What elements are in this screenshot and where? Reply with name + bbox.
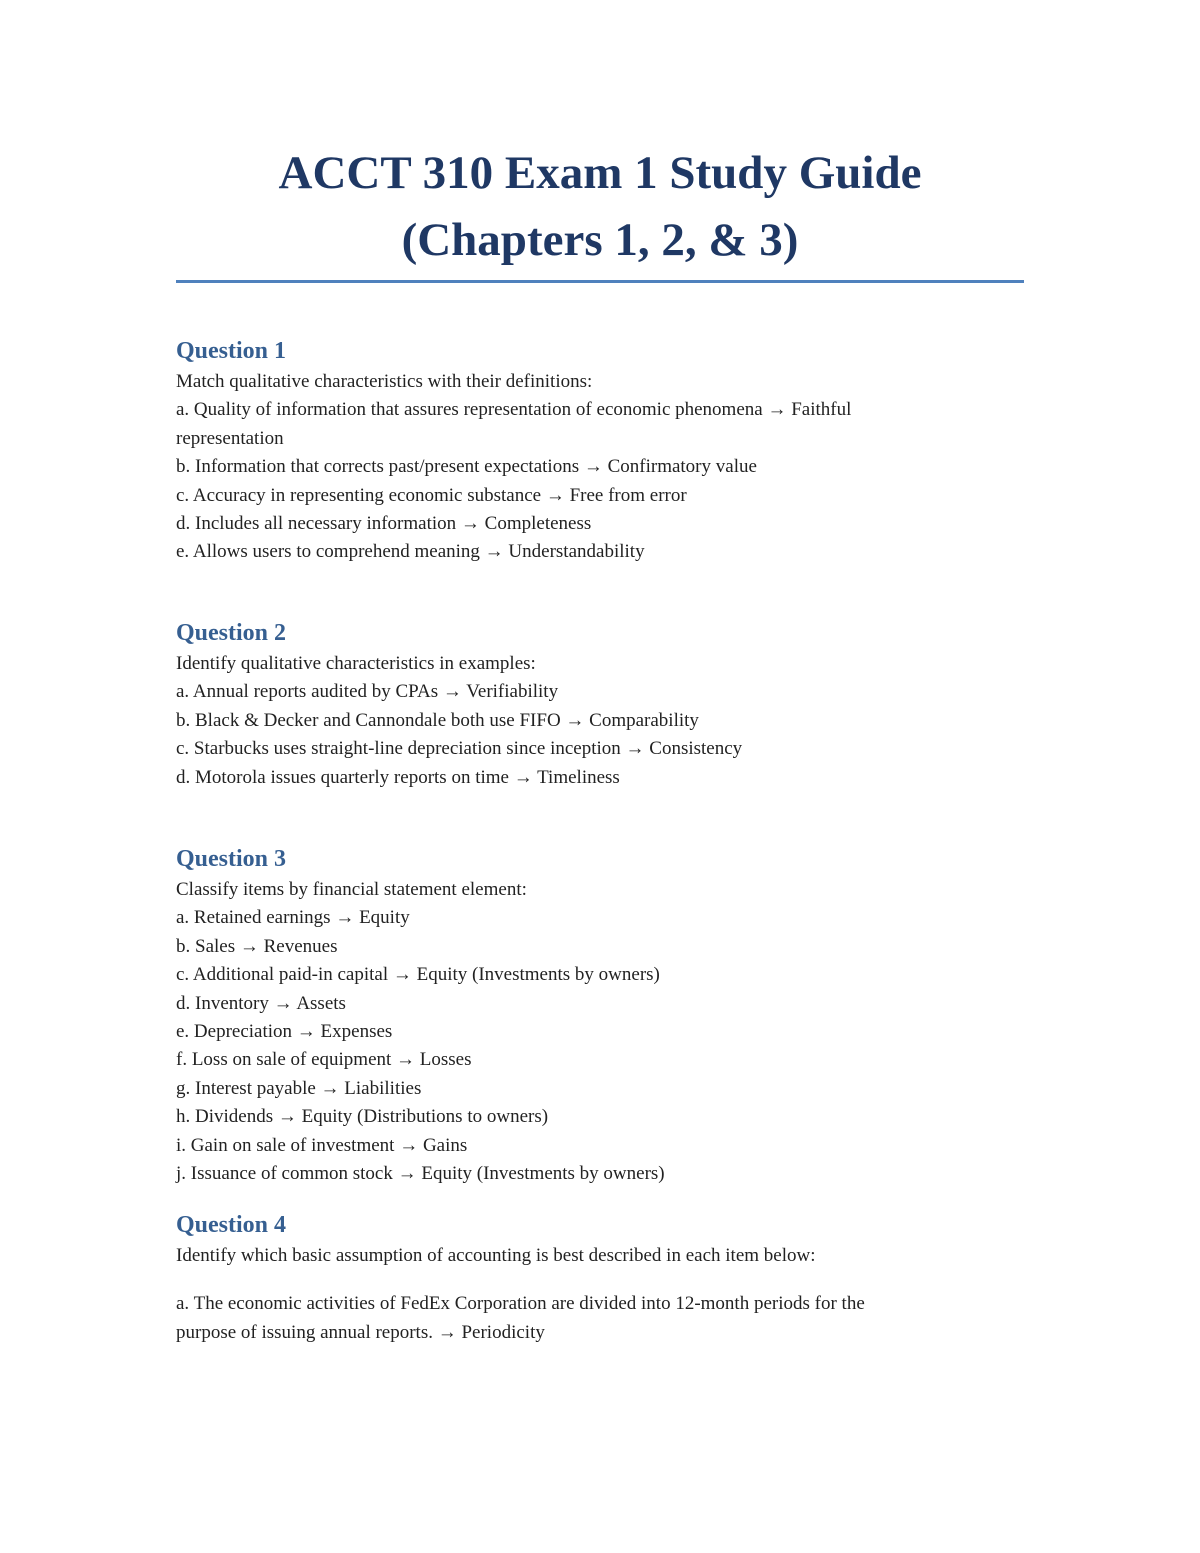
question-3-section	[176, 844, 1024, 1188]
question-2-item: a. Annual reports audited by CPAs → Verifiability	[176, 681, 559, 703]
question-2-item: c. Starbucks uses straight-line depreciation since inception → Consistency	[176, 738, 743, 760]
title-divider	[176, 280, 1024, 283]
title-line-2: (Chapters 1, 2, & 3)	[401, 214, 799, 266]
question-3-item: f. Loss on sale of equipment → Losses	[176, 1049, 472, 1071]
question-1-intro: Match qualitative characteristics with their definitions:	[176, 371, 593, 392]
question-4-item: a. The economic activities of FedEx Corporation are divided into 12-month periods for the	[176, 1293, 865, 1315]
question-3-intro: Classify items by financial statement element:	[176, 879, 527, 900]
title-line-1: ACCT 310 Exam 1 Study Guide	[278, 147, 922, 199]
question-4-item: purpose of issuing annual reports. → Periodicity	[176, 1321, 545, 1343]
question-4-heading: Question 4	[176, 1212, 287, 1238]
question-3-heading: Question 3	[176, 846, 287, 872]
question-3-item: e. Depreciation → Expenses	[176, 1021, 393, 1043]
question-1-item: a. Quality of information that assures representation of economic phenomena → Faithful	[176, 399, 852, 421]
question-2-item: b. Black & Decker and Cannondale both use FIFO → Comparability	[176, 709, 699, 731]
question-2-item: d. Motorola issues quarterly reports on time → Timeliness	[176, 766, 620, 788]
document-title	[176, 140, 1024, 280]
question-1-item: c. Accuracy in representing economic substance → Free from error	[176, 484, 687, 506]
question-1-item: e. Allows users to comprehend meaning → Understandability	[176, 541, 645, 563]
question-3-item: a. Retained earnings → Equity	[176, 907, 410, 929]
paragraph-gap	[176, 1270, 1024, 1290]
question-4-intro: Identify which basic assumption of accounting is best described in each item below:	[176, 1245, 816, 1266]
question-3-item: h. Dividends → Equity (Distributions to owners)	[176, 1106, 549, 1128]
question-1-item: representation	[176, 427, 284, 449]
question-3-item: i. Gain on sale of investment → Gains	[176, 1134, 468, 1156]
question-3-item: j. Issuance of common stock → Equity (Investments by owners)	[176, 1163, 665, 1185]
question-2-section	[176, 618, 1024, 792]
question-3-item: d. Inventory → Assets	[176, 992, 346, 1014]
question-2-heading: Question 2	[176, 620, 287, 646]
question-1-section	[176, 336, 1024, 567]
question-3-item: c. Additional paid-in capital → Equity (Investments by owners)	[176, 964, 660, 986]
question-4-section	[176, 1210, 1024, 1347]
question-3-item: g. Interest payable → Liabilities	[176, 1077, 422, 1099]
question-1-item: b. Information that corrects past/present expectations → Confirmatory value	[176, 456, 757, 478]
question-3-item: b. Sales → Revenues	[176, 935, 338, 957]
question-1-item: d. Includes all necessary information → Completeness	[176, 513, 592, 535]
document-page	[176, 140, 1024, 283]
question-2-intro: Identify qualitative characteristics in examples:	[176, 653, 536, 674]
question-1-heading: Question 1	[176, 338, 287, 364]
